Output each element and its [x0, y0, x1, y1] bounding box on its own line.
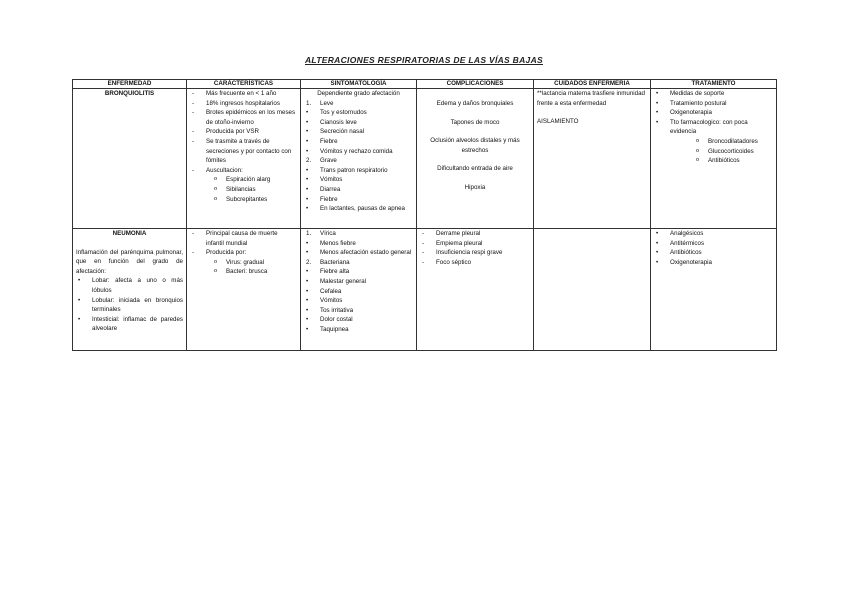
document-title: ALTERACIONES RESPIRATORIAS DE LAS VÍAS BAJAS	[304, 55, 543, 65]
neumonia-description: Inflamación del parénquima pulmonar, que en función del grado de afectación:	[76, 248, 183, 275]
list-item: - 18% ingresos hospitalarios	[190, 99, 297, 109]
cell-sintomatologia	[301, 229, 417, 351]
list-item: • Oxigenoterapia	[654, 108, 773, 118]
list-item: • Tratamiento postural	[654, 99, 773, 109]
list-item: o Subcrepitantes	[190, 195, 297, 205]
list-item: • Tto farmacologico: con poca evidencia	[654, 118, 773, 137]
cell-cuidados	[534, 89, 651, 229]
list-item: • En lactantes, pausas de apnea	[304, 204, 413, 214]
list-item: • Vómitos	[304, 296, 413, 306]
row-neumonia	[73, 229, 777, 351]
list-item: • Menos afectación estado general	[304, 248, 413, 258]
list-item: • Malestar general	[304, 277, 413, 287]
header-tratamiento: TRATAMIENTO	[651, 80, 777, 89]
list-item: - Producida por VSR	[190, 127, 297, 137]
cell-tratamiento	[651, 89, 777, 229]
list-item: • Fiebre	[304, 137, 413, 147]
list-item: o Broncodilatadores	[672, 137, 773, 147]
list-item: • Menos fiebre	[304, 239, 413, 249]
list-item: - Brotes epidémicos en los meses de otoño-invierno	[190, 108, 297, 127]
cell-caracteristicas	[187, 89, 301, 229]
complicacion-item: Dificultando entrada de aire	[437, 165, 513, 173]
list-item: • Medidas de soporte	[654, 89, 773, 99]
list-item: • Fiebre alta	[304, 267, 413, 277]
complicacion-item: Oclusión alveolos distales y más estrechos	[430, 137, 520, 154]
list-item: • Fiebre	[304, 195, 413, 205]
cell-tratamiento	[651, 229, 777, 351]
list-item: • Lobar: afecta a uno o más lóbulos	[76, 276, 183, 295]
list-item: - Más frecuente en < 1 año	[190, 89, 297, 99]
list-item: • Intesticial: inflamac de paredes alveolare	[76, 315, 183, 334]
list-item: • Antitérmicos	[654, 239, 773, 249]
list-item: - Principal causa de muerte infantil mundial	[190, 229, 297, 248]
list-item: • Tos irritativa	[304, 306, 413, 316]
sintomatologia-intro: Dependiente grado afectación	[317, 90, 400, 97]
list-item: o Antibióticos	[672, 156, 773, 166]
list-item: - Producida por: o Virus: gradual o Bacteri: brusca	[190, 248, 297, 277]
disease-name: BRONQUIOLITIS	[104, 90, 155, 97]
list-item: - Se trasmite a través de secreciones y por contacto con fómites	[190, 137, 297, 166]
list-item: • Antibióticos	[654, 248, 773, 258]
list-item: • Trans patron respiratorio	[304, 166, 413, 176]
complicacion-item: Hipoxia	[464, 183, 486, 191]
list-item: • Diarrea	[304, 185, 413, 195]
list-item: • Oxigenoterapia	[654, 258, 773, 268]
header-complicaciones: COMPLICACIONES	[417, 80, 534, 89]
header-row	[73, 80, 777, 89]
list-item: o Virus: gradual	[190, 258, 297, 268]
cell-enfermedad	[73, 229, 187, 351]
numbered-item: 1. Leve	[306, 99, 334, 107]
cell-sintomatologia	[301, 89, 417, 229]
list-item: • Lobular: iniciada en bronquios terminales	[76, 296, 183, 315]
list-item: - Derrame pleural	[420, 229, 530, 239]
list-item: • Secreción nasal	[304, 127, 413, 137]
disease-name: NEUMONIA	[112, 230, 147, 237]
complicacion-item: Edema y daños bronquiales	[436, 100, 514, 107]
list-item: • Tos y estornudos	[304, 108, 413, 118]
list-item: - Foco séptico	[420, 258, 530, 268]
list-item: • Vómitos	[304, 175, 413, 185]
cell-enfermedad	[73, 89, 187, 229]
header-caracteristicas: CARÁCTERÍSTICAS	[187, 80, 301, 89]
list-item: o Sibilancias	[190, 185, 297, 195]
list-item: - Insuficiencia respi grave	[420, 248, 530, 258]
numbered-item: 2. Bacteriana	[306, 258, 350, 266]
numbered-item: 1. Vírica	[306, 230, 336, 237]
list-item: • Dolor costal	[304, 315, 413, 325]
complicacion-item: Tapones de moco	[450, 118, 500, 126]
list-item: • Vómitos y rechazo comida	[304, 147, 413, 157]
cell-caracteristicas	[187, 229, 301, 351]
header-sintomatologia: SINTOMATOLOGÍA	[301, 80, 417, 89]
auscultacion-label: Auscultacion:	[206, 166, 243, 174]
cell-complicaciones	[417, 89, 534, 229]
header-cuidados: CUIDADOS ENFERMERIA	[534, 80, 651, 89]
list-item: o Espiración alarg	[190, 175, 297, 185]
list-item: - Empiema pleural	[420, 239, 530, 249]
cuidados-text: **lactancia materna trasfiere inmunidad frente a esta enfermedad	[537, 90, 645, 107]
list-item: • Analgésicos	[654, 229, 773, 239]
list-item	[190, 166, 297, 204]
cuidados-aislamiento: AISLAMIENTO	[537, 118, 579, 126]
cell-cuidados	[534, 229, 651, 351]
row-bronquiolitis	[73, 89, 777, 229]
cell-complicaciones	[417, 229, 534, 351]
diseases-table	[72, 79, 777, 351]
list-item: o Glucocorticoides	[672, 147, 773, 157]
numbered-item: 2. Grave	[306, 157, 337, 165]
header-enfermedad: ENFERMEDAD	[73, 80, 187, 89]
list-item: • Cianosis leve	[304, 118, 413, 128]
list-item: o Bacteri: brusca	[190, 267, 297, 277]
list-item: • Taquipnea	[304, 325, 413, 335]
list-item: • Cefalea	[304, 287, 413, 297]
